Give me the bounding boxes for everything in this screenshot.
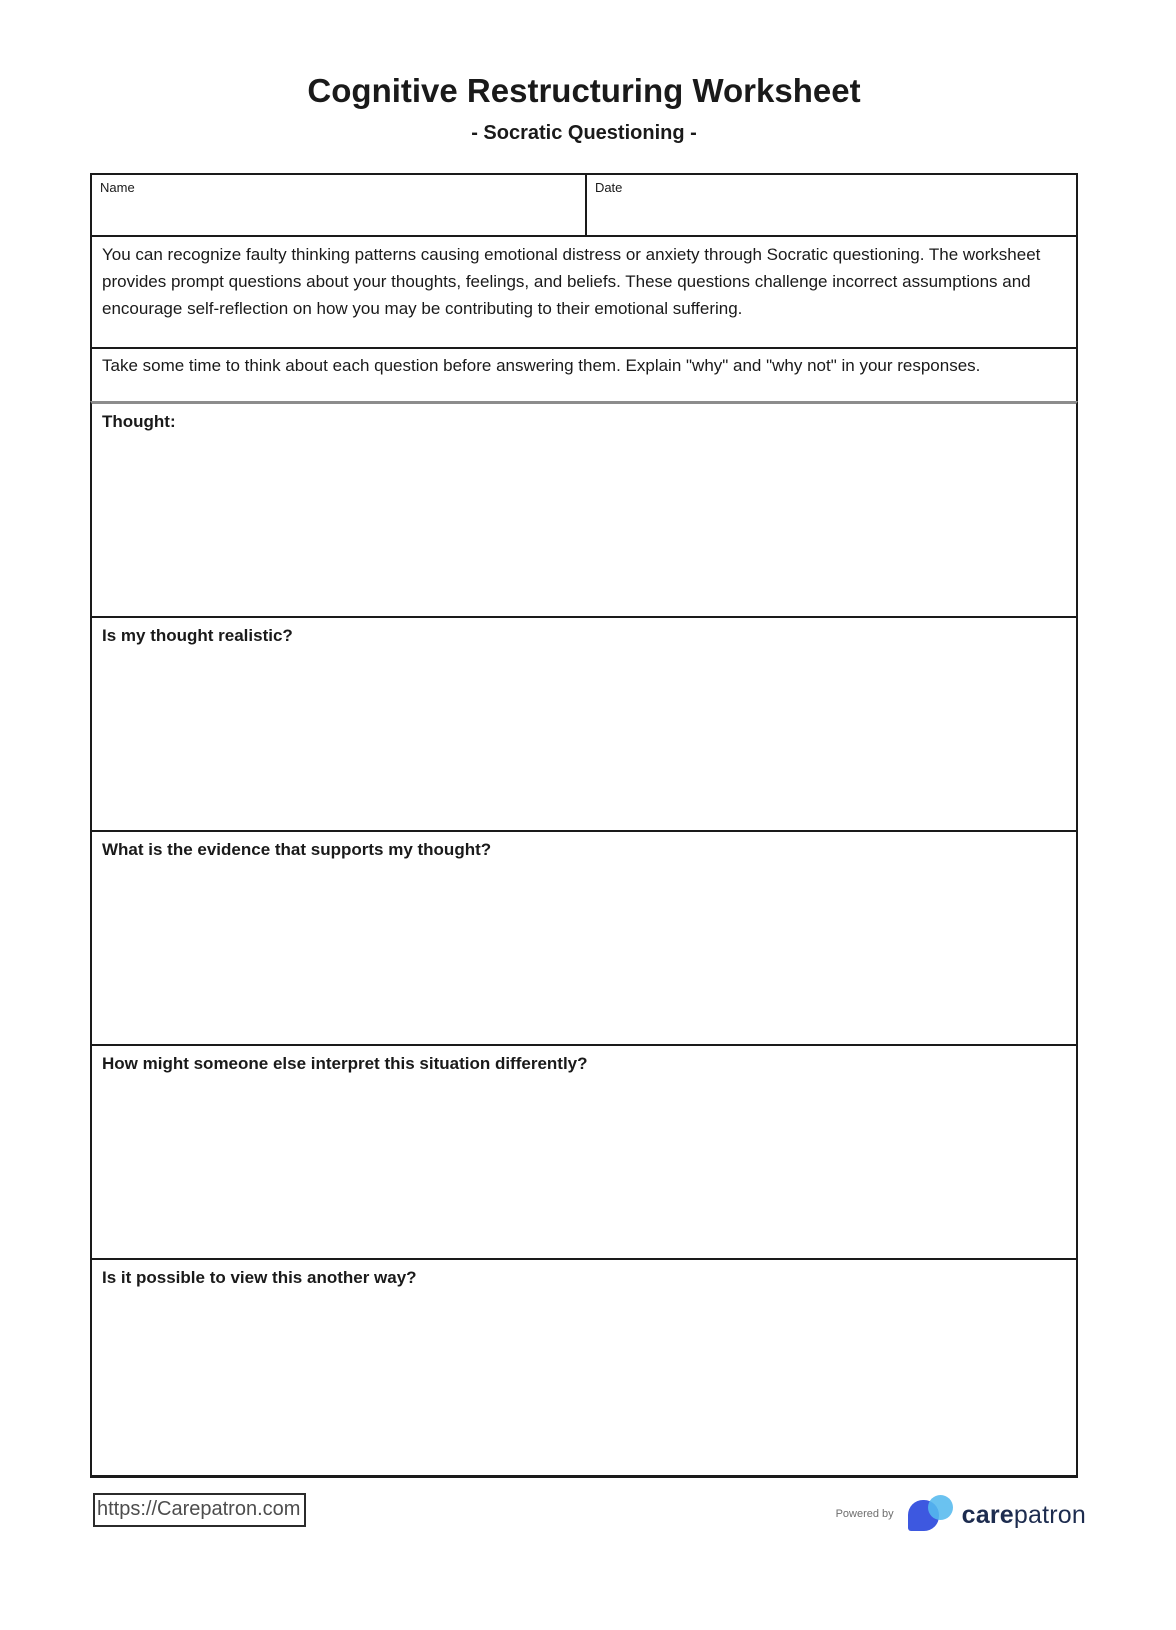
interpretation-answer-area[interactable]	[92, 1074, 1076, 1258]
carepatron-wordmark	[962, 1499, 1086, 1530]
logo-bubble-light-icon	[928, 1495, 953, 1520]
page-subtitle: - Socratic Questioning -	[471, 122, 697, 144]
name-field[interactable]	[92, 175, 587, 235]
section-thought	[92, 404, 1076, 618]
powered-by-branding	[836, 1493, 1086, 1533]
evidence-question-label: What is the evidence that supports my thought?	[102, 840, 492, 859]
worksheet-page	[90, 0, 1078, 1478]
question-sections	[90, 401, 1078, 1478]
wordmark-care: care	[961, 1500, 1014, 1529]
instructions-paragraph: Take some time to think about each question before answering them. Explain "why" and "why not" in your responses.	[90, 347, 1078, 403]
intro-paragraph: You can recognize faulty thinking patterns causing emotional distress or anxiety through Socratic questioning. The worksheet provides prompt questions about your thoughts, feelings, and beliefs. These questions challenge incorrect assumptions and encourage self-reflection on how you may be contributing to their emotional suffering.	[90, 235, 1078, 349]
carepatron-logo-icon	[908, 1495, 954, 1533]
section-evidence	[92, 832, 1076, 1046]
date-field-label: Date	[594, 180, 623, 195]
date-field[interactable]	[587, 175, 1076, 235]
section-interpretation	[92, 1046, 1076, 1260]
section-another-way	[92, 1260, 1076, 1475]
page-title: Cognitive Restructuring Worksheet	[307, 72, 861, 109]
name-date-table	[90, 173, 1078, 237]
interpretation-question-label: How might someone else interpret this situation differently?	[102, 1054, 588, 1073]
thought-label: Thought:	[102, 412, 176, 431]
another-way-question-label: Is it possible to view this another way?	[102, 1268, 417, 1287]
realistic-answer-area[interactable]	[92, 646, 1076, 830]
section-realistic	[92, 618, 1076, 832]
another-way-answer-area[interactable]	[92, 1288, 1076, 1475]
powered-by-label: Powered by	[835, 1508, 894, 1520]
wordmark-patron: patron	[1013, 1500, 1086, 1529]
evidence-answer-area[interactable]	[92, 860, 1076, 1044]
thought-answer-area[interactable]	[92, 432, 1076, 616]
page-footer	[90, 1493, 1086, 1533]
carepatron-link[interactable]: https://Carepatron.com	[93, 1493, 306, 1527]
realistic-question-label: Is my thought realistic?	[102, 626, 293, 645]
name-field-label: Name	[100, 180, 135, 195]
